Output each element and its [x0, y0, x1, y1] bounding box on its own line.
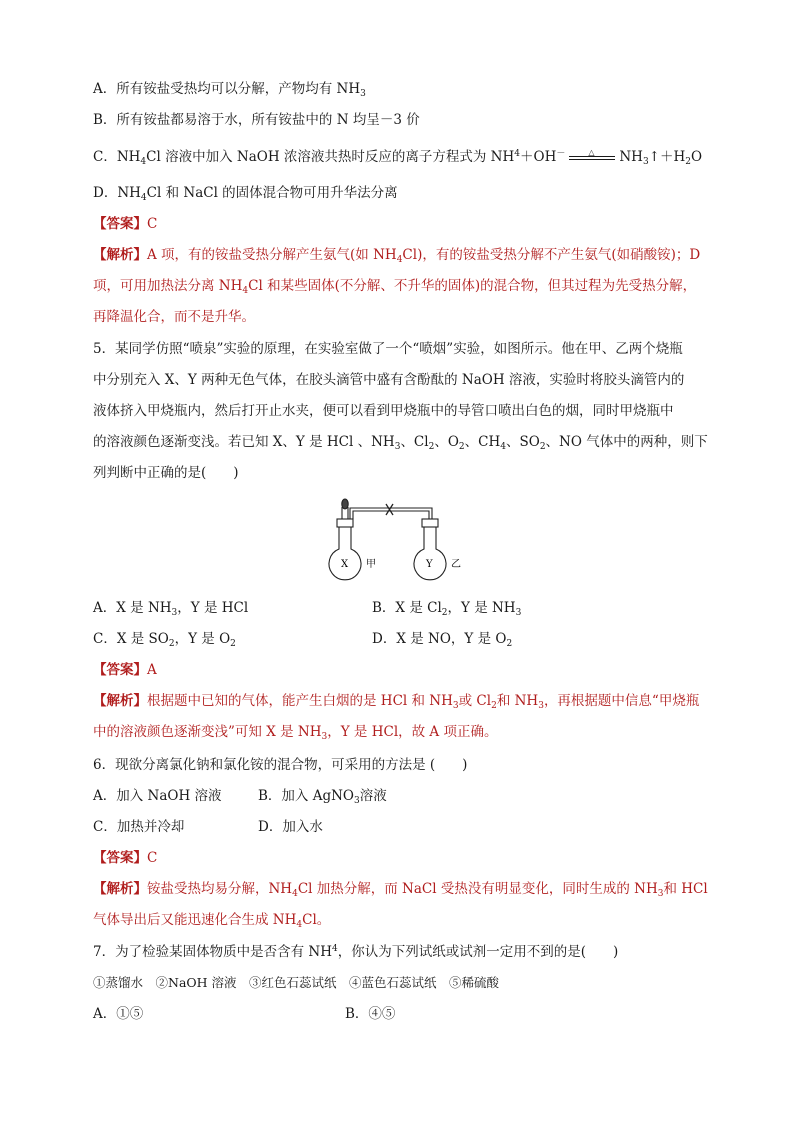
q6-option-b: B．加入 AgNO$_3$溶液: [258, 788, 387, 806]
flask-y-label: Y: [426, 559, 433, 570]
q5-stem-line-1: 5．某同学仿照“喷泉”实验的原理，在实验室做了一个“喷烟”实验，如图所示。他在甲、乙两个烧瓶: [93, 341, 683, 357]
q6-analysis-line-2: 气体导出后又能迅速化合生成 $NH_4Cl$。: [93, 912, 331, 930]
flask-jia-label: 甲: [366, 559, 376, 570]
q5-answer: 【答案】A: [93, 662, 157, 678]
q6-stem: 6．现欲分离氯化钠和氯化铵的混合物，可采用的方法是 ( ): [93, 757, 468, 773]
q5-stem-line-4: 的溶液颜色逐渐变浅。若已知 X、Y 是 HCl 、$NH_3$、$Cl_2$、$O_2$、$CH_4$、$SO_2$、NO 气体中的两种，则下: [93, 434, 708, 452]
q5-analysis-line-2: 中的溶液颜色逐渐变浅”可知 X 是 $NH_3$，Y 是 HCl，故 A 项正确。: [93, 724, 498, 742]
q5-analysis-line-1: 【解析】根据题中已知的气体，能产生白烟的是 HCl 和 $NH_3$或 $Cl_2$和 $NH_3$，再根据题中信息“甲烧瓶: [93, 693, 700, 711]
q5-stem-line-5: 列判断中正确的是( ): [93, 465, 239, 481]
q4-option-b: B．所有铵盐都易溶于水，所有铵盐中的 N 均呈－3 价: [93, 112, 420, 128]
q5-stem-line-2: 中分别充入 X、Y 两种无色气体，在胶头滴管中盛有含酚酞的 NaOH 溶液，实验时将胶头滴管内的: [93, 372, 685, 388]
q4-analysis-line-1: 【解析】A 项，有的铵盐受热分解产生氨气(如 $NH_4Cl$)，有的铵盐受热分解不产生氨气(如硝酸铵)；D: [93, 247, 701, 265]
apparatus-figure: [320, 495, 480, 587]
heat-equals-sign: △: [569, 151, 615, 165]
q7-stem: 7．为了检验某固体物质中是否含有 $NH^4$，你认为下列试纸或试剂一定用不到的是( ): [93, 944, 619, 960]
q7-items: ①蒸馏水 ②NaOH 溶液 ③红色石蕊试纸 ④蓝色石蕊试纸 ⑤稀硫酸: [93, 975, 500, 990]
q6-option-a: A．加入 NaOH 溶液: [93, 788, 222, 804]
q4-analysis-line-2: 项，可用加热法分离 $NH_4Cl$ 和某些固体(不分解、不升华的固体)的混合物，但其过程为先受热分解，: [93, 278, 697, 296]
q7-option-b: B．④⑤: [345, 1006, 396, 1022]
q7-option-a: A．①⑤: [93, 1006, 144, 1022]
q5-option-c: C．X 是 $SO_2$，Y 是 $O_2$: [93, 631, 236, 649]
q6-option-c: C．加热并冷却: [93, 819, 185, 835]
q6-answer: 【答案】C: [93, 850, 158, 866]
q5-option-a: A．X 是 $NH_3$，Y 是 HCl: [93, 600, 249, 618]
q4-analysis-line-3: 再降温化合，而不是升华。: [93, 309, 255, 325]
q5-option-d: D．X 是 NO，Y 是 $O_2$: [372, 631, 513, 649]
q4-option-a: A．所有铵盐受热均可以分解，产物均有 $NH_3$: [93, 81, 366, 99]
q5-stem-line-3: 液体挤入甲烧瓶内，然后打开止水夹，便可以看到甲烧瓶中的导管口喷出白色的烟，同时甲烧瓶中: [93, 403, 674, 419]
flask-x-label: X: [341, 559, 349, 570]
q4-option-c: C．$NH_4Cl$ 溶液中加入 NaOH 浓溶液共热时反应的离子方程式为 $NH^4+OH^-$ △ $NH_3↑+H_2O$: [93, 147, 703, 167]
q6-analysis-line-1: 【解析】铵盐受热均易分解，$NH_4Cl$ 加热分解，而 NaCl 受热没有明显变化，同时生成的 $NH_3$和 HCl: [93, 881, 708, 899]
q4-option-d: D．$NH_4Cl$ 和 NaCl 的固体混合物可用升华法分离: [93, 185, 398, 203]
q5-option-b: B．X 是 $Cl_2$，Y 是 $NH_3$: [372, 600, 522, 618]
q4-answer: 【答案】C: [93, 216, 158, 232]
flask-yi-label: 乙: [451, 559, 461, 570]
q6-option-d: D．加入水: [258, 819, 323, 835]
